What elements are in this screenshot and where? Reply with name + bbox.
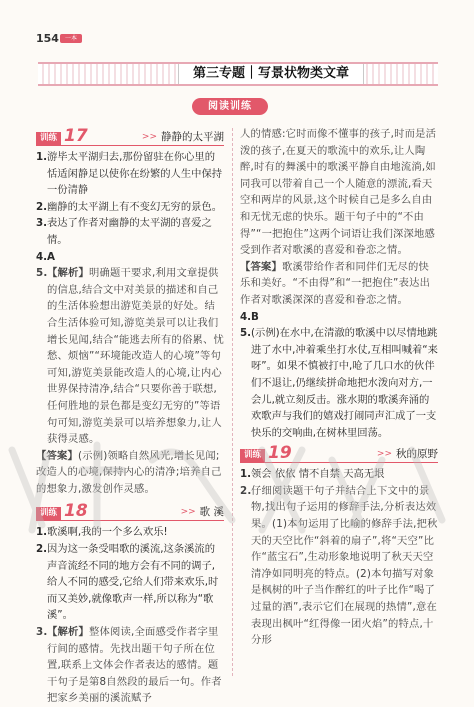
answer-label: 【答案】 xyxy=(36,449,78,462)
analysis-label: 【解析】 xyxy=(47,267,89,280)
answer-item: 4. B xyxy=(240,310,259,323)
answer-text: 因为这一条受唱歌的溪流,这条溪流的声音流经不同的地方会有不同的调子,给人不同的感受,它给人们带来欢乐,时而又美妙,就像歌声一样,所以称为“歌溪”。 xyxy=(47,543,219,622)
drill-number: 19 xyxy=(268,443,292,464)
answer-text: 表达了作者对幽静的太平湖的喜爱之情。 xyxy=(47,217,212,246)
answer-item: 2. 幽静的太平湖上有不变幻无穷的景色。 xyxy=(36,200,223,213)
answer-text: (示例)领略自然风光,增长见闻;改造人的心境,保持内心的清净;培养自己的想象力,激发创作灵感。 xyxy=(36,449,222,495)
drill-title: 歌 溪 xyxy=(199,506,224,519)
answer-text: 领会 依依 情不自禁 天高无垠 xyxy=(251,468,385,481)
section-label: 阅读训练 xyxy=(192,98,268,115)
drill-18-header xyxy=(36,501,224,521)
topic-banner xyxy=(38,62,438,86)
answer-text: A xyxy=(47,250,55,263)
answer-block xyxy=(240,259,438,309)
answer-item: 2. 因为这一条受唱歌的溪流,这条溪流的声音流经不同的地方会有不同的调子,给人不同的感受,它给人们带来欢乐,时而又美妙,就像歌声一样,所以称为“歌溪”。 xyxy=(36,543,219,622)
page-tag: 一本 xyxy=(60,34,82,43)
answer-item: 4. A xyxy=(36,250,55,263)
topic-title: 第三专题｜写景状物类文章 xyxy=(178,64,364,84)
drill-tag: 训练 xyxy=(36,507,61,520)
left-column xyxy=(36,126,224,707)
analysis-continued: 人的情感:它时而像不懂事的孩子,时而是活泼的孩子,在夏天的歌流中的欢乐,让人陶醉,时有的舞溪中的歌溪平静自由地流淌,如同我可以带着自己一个人随意的漂流,看天空和两岸的风景,这个时候自己是多么自由和无忧无虑的快乐。题干句子中的“不由得”“一把抱住”这两个词语让我们深深地感受到作者对歌溪的喜爱和眷恋之情。 xyxy=(240,128,437,257)
column-divider xyxy=(232,128,233,676)
answer-text: (示例)在水中,在清澈的歌溪中以尽情地跳进了水中,冲着乘坐打水仗,互相叫喊着“来呀”。如果不慎被打中,呛了几口水的伙伴们不退让,仍继续拼命地把水泼向对方,一会儿,就立刻反击。涨水期的歌溪奔涌的欢歌声与我们的嬉戏打闹同声汇成了一支快乐的交响曲,在树林里回荡。 xyxy=(251,327,438,439)
answer-item: 3. 表达了作者对幽静的太平湖的喜爱之情。 xyxy=(36,217,212,246)
answer-text: 幽静的太平湖上有不变幻无穷的景色。 xyxy=(47,200,223,213)
drill-title: 秋的原野 xyxy=(396,448,438,461)
answer-item: 1. 游毕太平湖归去,那份留驻在你心里的恬适闲静足以使你在纷繁的人生中保持一份清静 xyxy=(36,151,223,197)
chevron-right-icon: >> xyxy=(180,507,196,518)
drill-19-header xyxy=(240,443,438,463)
analysis-text: 整体阅读,全面感受作者字里行间的感情。先找出题干句子所在位置,联系上文体会作者表达的感情。题干句子是第8自然段的最后一句。作者把家乡美丽的溪流赋予 xyxy=(47,626,222,705)
drill-number: 18 xyxy=(64,501,88,522)
answer-item: 1. 歌溪啊,我的一个多么欢乐! xyxy=(36,526,168,539)
right-column xyxy=(240,126,438,649)
analysis-text: 明确题干要求,利用文章提供的信息,结合文中对美景的描述和自己的生活体验想出游览美景的好处。结合生活体验可知,游览美景可以让我们增长见闻,结合“能逃去所有的俗累、忧愁、烦恼”“环境能改造人的心境”等句可知,游览美景能改造人的心境,让内心世界保持清净,结合“只要你善于联想,任何胜地的景色都是变幻无穷的”等语句可知,游览美景可以培养想象力,让人获得灵感。 xyxy=(47,267,224,446)
chevron-right-icon: >> xyxy=(141,132,157,142)
analysis-item: 5. 【解析】明确题干要求,利用文章提供的信息,结合文中对美景的描述和自己的生活体验想出游览美景的好处。结合生活体验可知,游览美景可以让我们增长见闻,结合“能逃去所有的俗累、忧愁、烦恼”“环境能改造人的心境”等句可知,游览美景能改造人的心境,让内心世界保持清净,结合“只要你善于联想,任何胜地的景色都是变幻无穷的”等语句可知,游览美景可以培养想象力,让人获得灵感。 xyxy=(36,267,224,446)
chevron-right-icon: >> xyxy=(376,449,392,460)
answer-text: 歌溪带给作者和同伴们无尽的快乐和美好。“不由得”和“一把抱住”表达出作者对歌溪深深的喜爱和眷恋之情。 xyxy=(240,260,431,306)
answer-block xyxy=(36,448,224,498)
analysis-label: 【解析】 xyxy=(47,626,89,639)
page-number: 154 xyxy=(36,32,59,45)
analysis-text: 仔细阅读题干句子并结合上下文中的景物,找出句子运用的修辞手法,分析表达效果。(1)本句运用了比喻的修辞手法,把秋天的天空比作“斜着的扇子”,将“天空”比作“蓝宝石”,生动形象地说明了秋天天空清净如同明亮的特点。(2)本句描写对象是枫树的叶子当作醉红的叶子比作“喝了过量的酒”,表示它们在展现的热情”,意在表现出枫叶“红得像一团火焰”的特点,十分形 xyxy=(251,484,438,647)
answer-text: 游毕太平湖归去,那份留驻在你心里的恬适闲静足以使你在纷繁的人生中保持一份清静 xyxy=(47,151,223,197)
answer-label: 【答案】 xyxy=(240,260,282,273)
answer-text: B xyxy=(251,310,259,323)
drill-title: 静静的太平湖 xyxy=(161,131,224,143)
answer-item: 5. (示例)在水中,在清澈的歌溪中以尽情地跳进了水中,冲着乘坐打水仗,互相叫喊着“来呀”。如果不慎被打中,呛了几口水的伙伴们不退让,仍继续拼命地把水泼向对方,一会儿,就立刻反击。涨水期的歌溪奔涌的欢歌声与我们的嬉戏打闹同声汇成了一支快乐的交响曲,在树林里回荡。 xyxy=(240,327,438,439)
drill-number: 17 xyxy=(64,126,88,146)
analysis-item: 3. 【解析】整体阅读,全面感受作者字里行间的感情。先找出题干句子所在位置,联系上文体会作者表达的感情。题干句子是第8自然段的最后一句。作者把家乡美丽的溪流赋予 xyxy=(36,626,222,705)
drill-17-header xyxy=(36,126,224,146)
drill-tag: 训练 xyxy=(240,449,265,462)
analysis-item: 2. 仔细阅读题干句子并结合上下文中的景物,找出句子运用的修辞手法,分析表达效果。(1)本句运用了比喻的修辞手法,把秋天的天空比作“斜着的扇子”,将“天空”比作“蓝宝石”,生动形象地说明了秋天天空清净如同明亮的特点。(2)本句描写对象是枫树的叶子当作醉红的叶子比作“喝了过量的酒”,表示它们在展现的热情”,意在表现出枫叶“红得像一团火焰”的特点,十分形 xyxy=(240,484,438,647)
answer-item: 1. 领会 依依 情不自禁 天高无垠 xyxy=(240,468,385,481)
drill-tag: 训练 xyxy=(36,132,61,145)
answer-text: 歌溪啊,我的一个多么欢乐! xyxy=(47,526,168,539)
